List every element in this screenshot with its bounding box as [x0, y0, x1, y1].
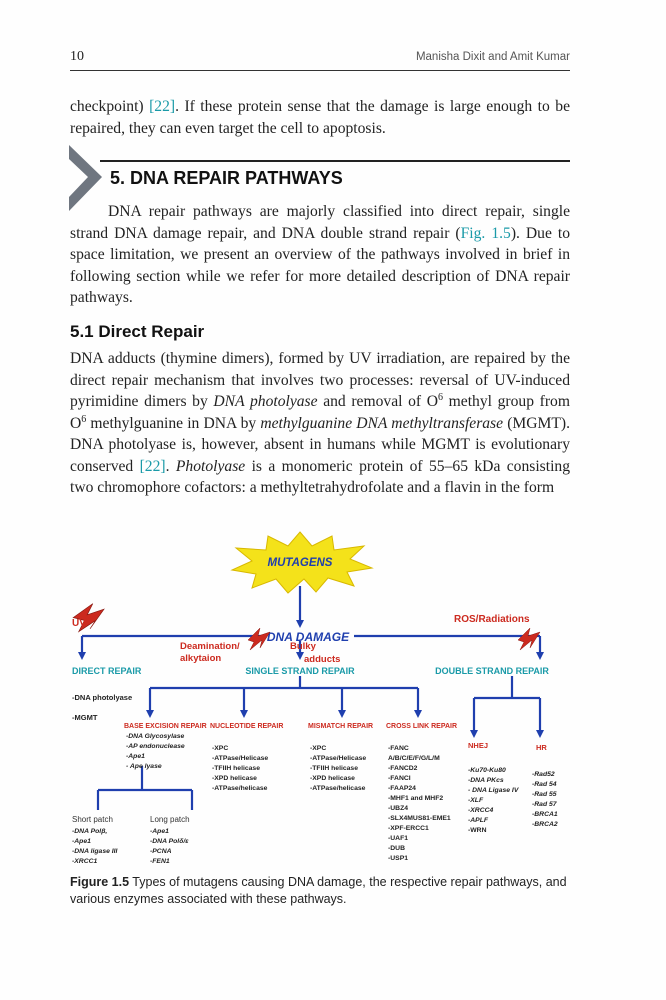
ber-title: BASE EXCISION REPAIR	[124, 723, 207, 730]
hr-item: -BRCA1	[532, 811, 558, 818]
ner-item: -ATPase/helicase	[212, 785, 268, 792]
mmr-item: -XPD helicase	[310, 775, 355, 782]
clr-item: -UBZ4	[388, 805, 409, 812]
italic-term: DNA photolyase	[213, 393, 318, 410]
short-patch-item: -DNA Polβ,	[72, 828, 108, 835]
clr-item: -FANC	[388, 745, 409, 752]
nhej-item: -DNA PKcs	[468, 777, 504, 784]
figure-dna-repair-diagram	[62, 528, 582, 868]
running-header-authors: Manisha Dixit and Amit Kumar	[415, 51, 570, 63]
hr-item: -Rad 54	[532, 781, 557, 788]
text-run: . If these protein sense that the damage is large enough to be repaired, they can even target the cell to apoptosis.	[70, 98, 570, 137]
figure-caption	[70, 874, 580, 908]
mmr-title: MISMATCH REPAIR	[308, 723, 374, 730]
ber-item: -AP endonuclease	[126, 743, 185, 750]
figure-link[interactable]: Fig. 1.5	[460, 224, 511, 242]
direct-repair-label: DIRECT REPAIR	[72, 666, 142, 676]
uv-label: UV	[72, 618, 86, 629]
nhej-item: -WRN	[468, 827, 487, 834]
short-patch-item: -Ape1	[72, 838, 91, 845]
paragraph-overview	[70, 201, 570, 309]
long-patch-item: -DNA Polδ/ε	[150, 838, 189, 845]
hr-item: -Rad 57	[532, 801, 557, 808]
section-title: 5. DNA REPAIR PATHWAYS	[110, 168, 343, 188]
single-strand-label: SINGLE STRAND REPAIR	[245, 666, 355, 676]
direct-item: -DNA photolyase	[72, 693, 133, 702]
long-patch-item: -FEN1	[150, 858, 170, 865]
long-patch-title: Long patch	[150, 815, 190, 824]
clr-title: CROSS LINK REPAIR	[386, 723, 458, 730]
clr-item: -FAAP24	[388, 785, 416, 792]
superscript: 6	[81, 413, 87, 425]
long-patch-item: -Ape1	[150, 828, 169, 835]
paragraph-direct-repair	[70, 348, 570, 499]
section-rule	[100, 160, 570, 162]
nhej-item: -APLF	[468, 817, 489, 824]
nhej-item: - DNA Ligase IV	[468, 787, 519, 794]
clr-item: -SLX4MUS81-EME1	[388, 815, 451, 822]
text-run: ). Due to space limitation, we present an overview of the pathways involved in brief in following section while we refer for more detailed description of DNA repair pathways.	[70, 224, 570, 306]
ber-item: -Ape1	[126, 753, 145, 760]
italic-term: methylguanine DNA methyltransferase	[260, 414, 504, 432]
alkylation-label: alkytaion	[180, 653, 222, 664]
clr-item: -UAF1	[388, 835, 409, 842]
ros-label: ROS/Radiations	[454, 614, 530, 625]
nhej-item: -XLF	[468, 797, 484, 804]
caption-text: Types of mutagens causing DNA damage, the respective repair pathways, and various enzymes associated with these pathways.	[70, 875, 567, 906]
text-run: methylguanine in DNA by	[86, 414, 261, 432]
bulky-label: Bulky	[290, 641, 316, 652]
adducts-label: adducts	[304, 654, 341, 665]
nhej-item: -XRCC4	[468, 807, 494, 814]
hr-item: -BRCA2	[532, 821, 558, 828]
italic-term: Photolyase	[175, 457, 246, 475]
hr-title: HR	[536, 743, 547, 752]
short-patch-title: Short patch	[72, 815, 113, 824]
clr-item: -FANCI	[388, 775, 411, 782]
citation-link[interactable]: [22]	[149, 98, 176, 115]
lightning-icon	[518, 628, 540, 650]
deamination-label: Deamination/	[180, 641, 240, 652]
text-run: (MGMT). DNA photolyase is, however, absent in humans while MGMT is evolutionary conserved	[70, 414, 571, 475]
long-patch-item: -PCNA	[150, 848, 172, 855]
short-patch-item: -DNA ligase III	[72, 848, 118, 855]
ner-item: -XPD helicase	[212, 775, 257, 782]
hr-item: -Rad52	[532, 771, 555, 778]
page-number: 10	[70, 49, 84, 64]
caption-label: Figure 1.5	[70, 875, 130, 889]
citation-link[interactable]: [22]	[139, 457, 166, 475]
text-run: DNA repair pathways are majorly classified into direct repair, single strand DNA damage repair, and DNA double strand repair (	[70, 203, 570, 242]
clr-item: -USP1	[388, 855, 409, 862]
mutagens-label: MUTAGENS	[267, 557, 333, 569]
text-run: is a monomeric protein of 55–65 kDa consisting two chromophore cofactors: a methyltetrahydrofolate and a flavin in the form	[70, 457, 570, 496]
paragraph-intro	[70, 96, 570, 139]
header-rule	[70, 70, 570, 71]
nhej-title: NHEJ	[468, 741, 489, 750]
clr-item: A/B/C/E/F/G/L/M	[388, 755, 440, 762]
clr-item: -FANCD2	[388, 765, 418, 772]
ner-item: -XPC	[212, 745, 229, 752]
ner-title: NUCLEOTIDE REPAIR	[210, 723, 284, 730]
ber-item: - Ape lyase	[126, 763, 162, 770]
text-run: DNA adducts (thymine dimers), formed by UV irradiation, are repaired by the direct repair mechanism that involves two processes: reversal of UV-induced pyrimidine dimers by	[70, 350, 570, 410]
nhej-item: -Ku70-Ku80	[468, 767, 506, 774]
subsection-title: 5.1 Direct Repair	[70, 322, 205, 341]
ber-item: -DNA Glycosylase	[126, 733, 185, 740]
mmr-item: -TFIIH helicase	[310, 765, 358, 772]
mmr-item: -XPC	[310, 745, 327, 752]
superscript: 6	[438, 391, 444, 403]
mmr-item: -ATPase/helicase	[310, 785, 366, 792]
text-run: checkpoint)	[70, 98, 150, 115]
double-strand-label: DOUBLE STRAND REPAIR	[435, 666, 549, 676]
mmr-item: -ATPase/Helicase	[310, 755, 367, 762]
short-patch-item: -XRCC1	[72, 858, 98, 865]
text-run: methyl group from O	[70, 393, 570, 432]
direct-item: -MGMT	[72, 713, 98, 722]
clr-item: -DUB	[388, 845, 405, 852]
ner-item: -ATPase/Helicase	[212, 755, 269, 762]
clr-item: -XPF-ERCC1	[388, 825, 429, 832]
hr-item: -Rad 55	[532, 791, 557, 798]
clr-item: -MHF1 and MHF2	[388, 795, 444, 802]
text-run: .	[165, 457, 176, 475]
dna-damage-label: DNA DAMAGE	[266, 630, 350, 644]
text-run: and removal of O	[317, 393, 439, 410]
ner-item: -TFIIH helicase	[212, 765, 260, 772]
